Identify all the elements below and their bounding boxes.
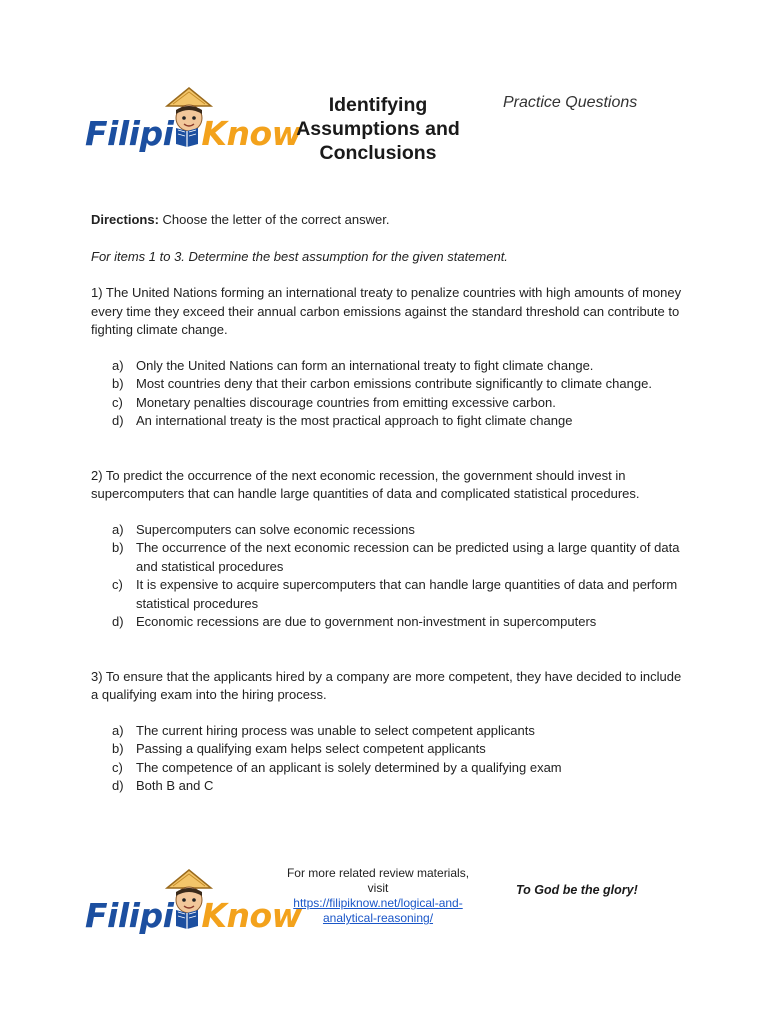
option-letter: b) — [112, 741, 124, 756]
worksheet-content — [91, 211, 691, 832]
directions-text: Choose the letter of the correct answer. — [162, 212, 390, 227]
option-item — [91, 375, 691, 394]
option-item — [91, 576, 691, 613]
option-item — [91, 394, 691, 413]
book-icon — [174, 122, 200, 148]
footer-more-info — [283, 866, 473, 926]
question-text: 3) To ensure that the applicants hired by a company are more competent, they have decided to include a qualifying exam into the hiring process. — [91, 668, 682, 702]
option-letter: d) — [112, 413, 124, 428]
filipiknow-logo — [85, 84, 302, 174]
option-item — [91, 613, 691, 632]
option-text: An international treaty is the most practical approach to fight climate change — [136, 413, 573, 428]
footer-link[interactable]: https://filipiknow.net/logical-and-analytical-reasoning/ — [293, 896, 463, 925]
option-text: Supercomputers can solve economic recessions — [136, 521, 415, 537]
logo-text-part2: Know — [201, 896, 302, 935]
option-text: Most countries deny that their carbon emissions contribute significantly to climate change. — [136, 376, 652, 391]
options-list — [91, 521, 691, 632]
option-item — [91, 521, 691, 540]
option-letter: c) — [112, 394, 123, 410]
option-text: Economic recessions are due to government non-investment in supercomputers — [136, 614, 597, 629]
book-icon — [174, 904, 200, 930]
logo-text-part1: Filipi — [85, 114, 174, 153]
option-item — [91, 412, 691, 431]
logo-text-part2: Know — [201, 114, 302, 153]
question-block-3 — [91, 668, 691, 796]
option-item — [91, 357, 691, 376]
option-letter: d) — [112, 778, 124, 793]
filipiknow-logo-footer — [85, 866, 302, 956]
option-letter: c) — [112, 759, 123, 775]
logo-wordmark — [85, 896, 302, 935]
logo-wordmark — [85, 114, 302, 153]
page-title: Identifying Assumptions and Conclusions — [296, 94, 460, 164]
option-text: Only the United Nations can form an international treaty to fight climate change. — [136, 357, 594, 373]
question-block-1 — [91, 284, 691, 431]
option-item — [91, 759, 691, 778]
options-list — [91, 357, 691, 431]
option-letter: c) — [112, 577, 123, 592]
option-item — [91, 777, 691, 796]
directions-label: Directions: — [91, 212, 159, 227]
option-text: Both B and C — [136, 778, 214, 793]
option-text: The occurrence of the next economic recession can be predicted using a large quantity of data and statistical procedures — [136, 540, 680, 574]
option-text: The current hiring process was unable to select competent applicants — [136, 722, 535, 738]
option-letter: d) — [112, 614, 124, 629]
option-letter: a) — [112, 722, 124, 738]
option-letter: b) — [112, 376, 124, 391]
footer-more-text: For more related review materials, visit — [286, 866, 470, 895]
question-text: 1) The United Nations forming an international treaty to penalize countries with high amounts of money every time they exceed their annual carbon emissions against the standard threshold can contribute to fighting climate change. — [91, 285, 682, 337]
directions — [91, 211, 691, 230]
option-letter: a) — [112, 521, 124, 537]
options-list — [91, 722, 691, 796]
logo-text-part1: Filipi — [85, 896, 174, 935]
practice-label: Practice Questions — [503, 94, 638, 111]
option-text: Monetary penalties discourage countries from emitting excessive carbon. — [136, 394, 556, 410]
option-letter: b) — [112, 540, 124, 555]
option-letter: a) — [112, 357, 124, 373]
option-text: The competence of an applicant is solely determined by a qualifying exam — [136, 759, 562, 775]
instruction-text: For items 1 to 3. Determine the best assumption for the given statement. — [91, 248, 508, 264]
option-item — [91, 740, 691, 759]
option-item — [91, 722, 691, 741]
option-text: It is expensive to acquire supercomputers that can handle large quantities of data and perform statistical procedures — [136, 577, 678, 611]
option-text: Passing a qualifying exam helps select competent applicants — [136, 741, 486, 756]
glory-text: To God be the glory! — [516, 883, 638, 897]
option-item — [91, 539, 691, 576]
question-text: 2) To predict the occurrence of the next economic recession, the government should invest in supercomputers that can handle large quantities of data and complicated statistical procedures. — [91, 467, 640, 501]
question-block-2 — [91, 467, 691, 632]
